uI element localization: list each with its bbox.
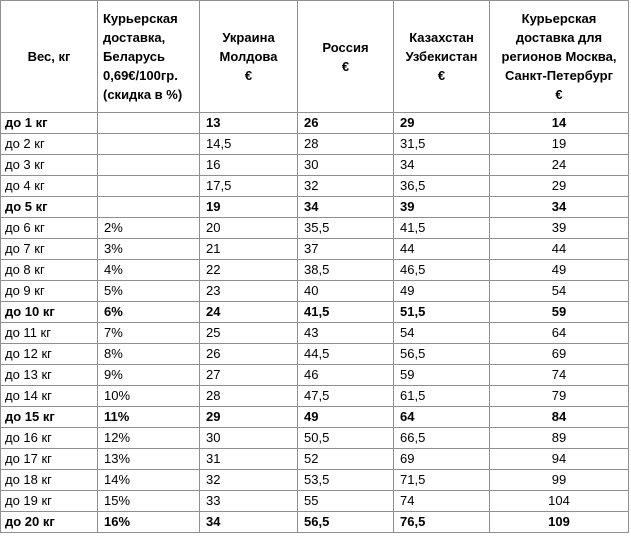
cell-russia-price: 30 <box>298 155 394 176</box>
cell-russia-price: 53,5 <box>298 470 394 491</box>
cell-moscow-spb-price: 79 <box>490 386 629 407</box>
table-row <box>1 155 629 176</box>
header-kazakh-line: € <box>437 68 446 83</box>
cell-belarus-discount: 14% <box>98 470 200 491</box>
cell-belarus-discount <box>98 134 200 155</box>
table-header <box>1 1 629 113</box>
header-moscow-line: Курьерская <box>521 11 597 26</box>
table-row <box>1 134 629 155</box>
cell-belarus-discount <box>98 155 200 176</box>
header-ukraine-moldova <box>200 1 298 113</box>
cell-ukraine-moldova-price: 30 <box>200 428 298 449</box>
header-belarus-courier <box>98 1 200 113</box>
header-weight-line: Вес, кг <box>27 49 71 64</box>
cell-russia-price: 32 <box>298 176 394 197</box>
cell-ukraine-moldova-price: 24 <box>200 302 298 323</box>
cell-ukraine-moldova-price: 34 <box>200 512 298 533</box>
cell-russia-price: 56,5 <box>298 512 394 533</box>
cell-russia-price: 26 <box>298 113 394 134</box>
cell-belarus-discount: 8% <box>98 344 200 365</box>
header-moscow-line: € <box>555 87 563 102</box>
cell-weight: до 4 кг <box>1 176 98 197</box>
cell-kazakhstan-uzbekistan-price: 49 <box>394 281 490 302</box>
table-row <box>1 365 629 386</box>
cell-russia-price: 46 <box>298 365 394 386</box>
cell-kazakhstan-uzbekistan-price: 59 <box>394 365 490 386</box>
cell-weight: до 16 кг <box>1 428 98 449</box>
cell-russia-price: 28 <box>298 134 394 155</box>
header-row <box>1 1 629 113</box>
cell-kazakhstan-uzbekistan-price: 46,5 <box>394 260 490 281</box>
cell-moscow-spb-price: 104 <box>490 491 629 512</box>
cell-ukraine-moldova-price: 27 <box>200 365 298 386</box>
table-row <box>1 449 629 470</box>
cell-belarus-discount: 2% <box>98 218 200 239</box>
header-belarus-line: доставка, <box>103 30 166 45</box>
header-kazakhstan-uzbekistan <box>394 1 490 113</box>
table-row <box>1 428 629 449</box>
cell-moscow-spb-price: 49 <box>490 260 629 281</box>
cell-moscow-spb-price: 89 <box>490 428 629 449</box>
cell-ukraine-moldova-price: 31 <box>200 449 298 470</box>
table-row <box>1 113 629 134</box>
header-belarus-line: Курьерская <box>103 11 178 26</box>
cell-russia-price: 41,5 <box>298 302 394 323</box>
cell-weight: до 7 кг <box>1 239 98 260</box>
header-russia-line: € <box>341 58 350 74</box>
cell-kazakhstan-uzbekistan-price: 69 <box>394 449 490 470</box>
table-row <box>1 176 629 197</box>
cell-ukraine-moldova-price: 23 <box>200 281 298 302</box>
table-row <box>1 512 629 533</box>
cell-belarus-discount: 11% <box>98 407 200 428</box>
table-body <box>1 113 629 533</box>
header-ukraine-line: Украина <box>222 30 275 45</box>
header-kazakh-line: Узбекистан <box>405 49 478 64</box>
header-moscow-line: доставка для <box>515 30 603 45</box>
cell-russia-price: 34 <box>298 197 394 218</box>
cell-moscow-spb-price: 109 <box>490 512 629 533</box>
cell-kazakhstan-uzbekistan-price: 54 <box>394 323 490 344</box>
table-row <box>1 323 629 344</box>
cell-ukraine-moldova-price: 22 <box>200 260 298 281</box>
cell-ukraine-moldova-price: 32 <box>200 470 298 491</box>
cell-russia-price: 49 <box>298 407 394 428</box>
header-ukraine-line: € <box>244 68 253 83</box>
cell-moscow-spb-price: 24 <box>490 155 629 176</box>
cell-russia-price: 37 <box>298 239 394 260</box>
cell-weight: до 12 кг <box>1 344 98 365</box>
header-moscow-spb-courier <box>490 1 629 113</box>
header-belarus-line: (скидка в %) <box>103 87 183 102</box>
cell-kazakhstan-uzbekistan-price: 74 <box>394 491 490 512</box>
header-kazakh-line: Казахстан <box>409 30 474 45</box>
table-row <box>1 239 629 260</box>
cell-ukraine-moldova-price: 13 <box>200 113 298 134</box>
cell-weight: до 14 кг <box>1 386 98 407</box>
cell-belarus-discount: 13% <box>98 449 200 470</box>
cell-belarus-discount: 4% <box>98 260 200 281</box>
table-row <box>1 281 629 302</box>
table-row <box>1 218 629 239</box>
cell-moscow-spb-price: 34 <box>490 197 629 218</box>
cell-weight: до 8 кг <box>1 260 98 281</box>
cell-kazakhstan-uzbekistan-price: 66,5 <box>394 428 490 449</box>
cell-ukraine-moldova-price: 20 <box>200 218 298 239</box>
cell-belarus-discount: 3% <box>98 239 200 260</box>
table-row <box>1 407 629 428</box>
cell-belarus-discount: 15% <box>98 491 200 512</box>
header-russia <box>298 1 394 113</box>
header-ukraine-line: Молдова <box>219 49 278 64</box>
cell-belarus-discount: 16% <box>98 512 200 533</box>
cell-moscow-spb-price: 84 <box>490 407 629 428</box>
cell-kazakhstan-uzbekistan-price: 39 <box>394 197 490 218</box>
cell-ukraine-moldova-price: 25 <box>200 323 298 344</box>
cell-kazakhstan-uzbekistan-price: 41,5 <box>394 218 490 239</box>
cell-russia-price: 38,5 <box>298 260 394 281</box>
cell-russia-price: 55 <box>298 491 394 512</box>
cell-moscow-spb-price: 14 <box>490 113 629 134</box>
table-row <box>1 386 629 407</box>
cell-ukraine-moldova-price: 26 <box>200 344 298 365</box>
cell-belarus-discount: 10% <box>98 386 200 407</box>
cell-weight: до 11 кг <box>1 323 98 344</box>
cell-russia-price: 44,5 <box>298 344 394 365</box>
cell-weight: до 15 кг <box>1 407 98 428</box>
cell-ukraine-moldova-price: 19 <box>200 197 298 218</box>
cell-moscow-spb-price: 19 <box>490 134 629 155</box>
cell-belarus-discount <box>98 113 200 134</box>
cell-kazakhstan-uzbekistan-price: 34 <box>394 155 490 176</box>
cell-russia-price: 43 <box>298 323 394 344</box>
header-weight <box>1 1 98 113</box>
cell-moscow-spb-price: 39 <box>490 218 629 239</box>
cell-kazakhstan-uzbekistan-price: 71,5 <box>394 470 490 491</box>
cell-kazakhstan-uzbekistan-price: 56,5 <box>394 344 490 365</box>
cell-ukraine-moldova-price: 29 <box>200 407 298 428</box>
header-belarus-line: Беларусь <box>103 49 165 64</box>
cell-weight: до 20 кг <box>1 512 98 533</box>
cell-moscow-spb-price: 54 <box>490 281 629 302</box>
cell-ukraine-moldova-price: 33 <box>200 491 298 512</box>
cell-weight: до 10 кг <box>1 302 98 323</box>
cell-russia-price: 47,5 <box>298 386 394 407</box>
cell-ukraine-moldova-price: 14,5 <box>200 134 298 155</box>
cell-kazakhstan-uzbekistan-price: 64 <box>394 407 490 428</box>
cell-belarus-discount: 9% <box>98 365 200 386</box>
cell-kazakhstan-uzbekistan-price: 29 <box>394 113 490 134</box>
table-row <box>1 344 629 365</box>
cell-weight: до 9 кг <box>1 281 98 302</box>
cell-weight: до 18 кг <box>1 470 98 491</box>
cell-weight: до 1 кг <box>1 113 98 134</box>
cell-weight: до 17 кг <box>1 449 98 470</box>
cell-belarus-discount: 7% <box>98 323 200 344</box>
cell-ukraine-moldova-price: 16 <box>200 155 298 176</box>
cell-kazakhstan-uzbekistan-price: 76,5 <box>394 512 490 533</box>
table-row <box>1 260 629 281</box>
header-moscow-line: регионов Москва, <box>501 49 617 64</box>
cell-moscow-spb-price: 69 <box>490 344 629 365</box>
cell-weight: до 5 кг <box>1 197 98 218</box>
cell-belarus-discount: 5% <box>98 281 200 302</box>
header-moscow-line: Санкт-Петербург <box>504 68 614 83</box>
cell-kazakhstan-uzbekistan-price: 36,5 <box>394 176 490 197</box>
table-row <box>1 197 629 218</box>
cell-kazakhstan-uzbekistan-price: 51,5 <box>394 302 490 323</box>
cell-kazakhstan-uzbekistan-price: 31,5 <box>394 134 490 155</box>
table-row <box>1 491 629 512</box>
cell-moscow-spb-price: 99 <box>490 470 629 491</box>
cell-ukraine-moldova-price: 17,5 <box>200 176 298 197</box>
cell-weight: до 13 кг <box>1 365 98 386</box>
cell-belarus-discount <box>98 197 200 218</box>
table-row <box>1 470 629 491</box>
table-row <box>1 302 629 323</box>
cell-moscow-spb-price: 94 <box>490 449 629 470</box>
header-belarus-line: 0,69€/100гр. <box>103 68 178 83</box>
cell-ukraine-moldova-price: 21 <box>200 239 298 260</box>
cell-belarus-discount: 12% <box>98 428 200 449</box>
cell-ukraine-moldova-price: 28 <box>200 386 298 407</box>
cell-moscow-spb-price: 59 <box>490 302 629 323</box>
cell-moscow-spb-price: 29 <box>490 176 629 197</box>
cell-russia-price: 52 <box>298 449 394 470</box>
cell-belarus-discount <box>98 176 200 197</box>
cell-moscow-spb-price: 44 <box>490 239 629 260</box>
cell-kazakhstan-uzbekistan-price: 61,5 <box>394 386 490 407</box>
cell-weight: до 3 кг <box>1 155 98 176</box>
header-russia-line: Россия <box>322 39 369 55</box>
cell-russia-price: 35,5 <box>298 218 394 239</box>
cell-weight: до 19 кг <box>1 491 98 512</box>
cell-moscow-spb-price: 74 <box>490 365 629 386</box>
cell-belarus-discount: 6% <box>98 302 200 323</box>
cell-kazakhstan-uzbekistan-price: 44 <box>394 239 490 260</box>
cell-weight: до 2 кг <box>1 134 98 155</box>
cell-russia-price: 40 <box>298 281 394 302</box>
cell-russia-price: 50,5 <box>298 428 394 449</box>
cell-moscow-spb-price: 64 <box>490 323 629 344</box>
cell-weight: до 6 кг <box>1 218 98 239</box>
